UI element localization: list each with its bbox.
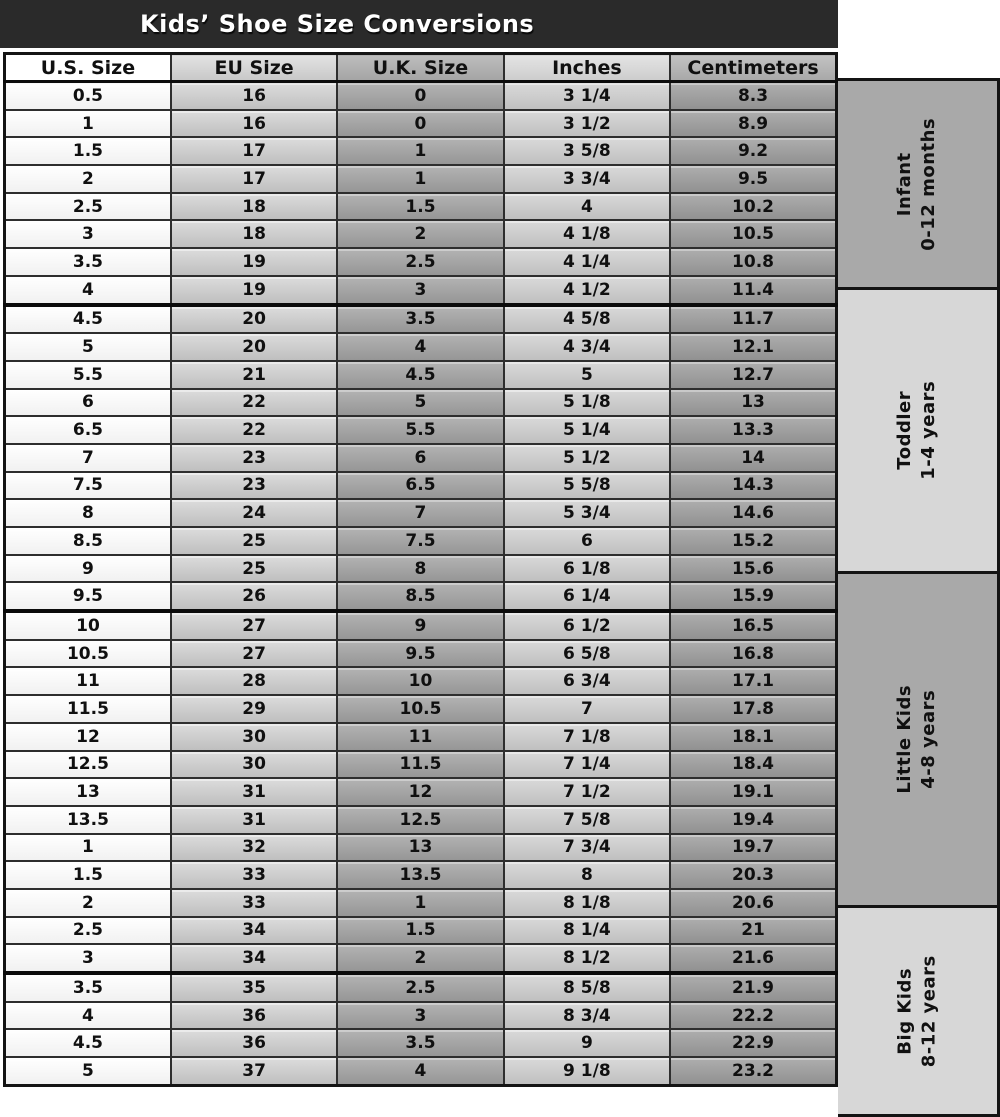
cell: 0.5 [5,82,171,110]
column-header: U.K. Size [337,54,503,82]
table-row [5,611,837,640]
cell: 19.1 [670,778,836,806]
cell: 10 [5,611,171,640]
cell: 20.6 [670,889,836,917]
table-row [5,472,837,500]
cell: 1.5 [5,137,171,165]
cell: 11.4 [670,276,836,305]
cell: 4 1/8 [504,220,670,248]
cell: 27 [171,611,337,640]
cell: 19 [171,248,337,276]
cell: 18 [171,220,337,248]
cell: 1 [5,110,171,138]
cell: 10.8 [670,248,836,276]
cell: 8 1/2 [504,944,670,973]
cell: 21 [670,917,836,945]
cell: 12.5 [5,751,171,779]
cell: 15.9 [670,582,836,611]
cell: 1 [337,137,503,165]
column-header: Centimeters [670,54,836,82]
table-row [5,82,837,110]
cell: 12 [5,723,171,751]
table-row [5,333,837,361]
cell: 30 [171,751,337,779]
cell: 5 [504,361,670,389]
cell: 1 [337,165,503,193]
cell: 9.2 [670,137,836,165]
cell: 32 [171,834,337,862]
cell: 21 [171,361,337,389]
cell: 13.5 [337,861,503,889]
cell: 8.9 [670,110,836,138]
cell: 3 [337,1002,503,1030]
cell: 10 [337,667,503,695]
table-row [5,1057,837,1085]
cell: 18.4 [670,751,836,779]
age-group-infant [838,78,1000,290]
cell: 15.2 [670,527,836,555]
cell: 8 [504,861,670,889]
table-row [5,248,837,276]
sidebar-spacer [838,0,1000,78]
cell: 18 [171,193,337,221]
cell: 27 [171,640,337,668]
age-group-range: 0-12 months [918,117,940,251]
table-row [5,917,837,945]
cell: 6 1/8 [504,555,670,583]
cell: 2 [5,889,171,917]
cell: 15.6 [670,555,836,583]
cell: 8.5 [337,582,503,611]
cell: 6 [5,389,171,417]
cell: 31 [171,778,337,806]
cell: 4.5 [5,305,171,334]
cell: 12 [337,778,503,806]
cell: 6 3/4 [504,667,670,695]
age-group-label [893,381,942,480]
cell: 3 1/4 [504,82,670,110]
table-row [5,889,837,917]
cell: 1 [5,834,171,862]
cell: 0 [337,82,503,110]
table-row [5,165,837,193]
cell: 33 [171,889,337,917]
cell: 6.5 [337,472,503,500]
age-group-name: Infant [894,152,916,216]
table-row [5,861,837,889]
cell: 10.2 [670,193,836,221]
cell: 7 [5,444,171,472]
cell: 16 [171,110,337,138]
table-row [5,137,837,165]
cell: 6 5/8 [504,640,670,668]
cell: 7 1/2 [504,778,670,806]
cell: 24 [171,499,337,527]
cell: 5 1/4 [504,416,670,444]
cell: 4.5 [5,1029,171,1057]
age-group-toddler [838,287,1000,574]
cell: 4 [5,1002,171,1030]
size-conversion-table [3,52,838,1087]
age-group-name: Little Kids [894,685,916,794]
age-group-name: Big Kids [894,967,916,1055]
cell: 17.1 [670,667,836,695]
cell: 4 [337,333,503,361]
cell: 6 1/4 [504,582,670,611]
cell: 23 [171,472,337,500]
cell: 2.5 [337,973,503,1002]
age-group-sidebar [838,0,1000,1067]
column-header: EU Size [171,54,337,82]
cell: 25 [171,555,337,583]
cell: 5 1/8 [504,389,670,417]
table-row [5,667,837,695]
cell: 6 [504,527,670,555]
cell: 8 [337,555,503,583]
cell: 10.5 [5,640,171,668]
cell: 14.6 [670,499,836,527]
cell: 11 [5,667,171,695]
table-row [5,778,837,806]
table-row [5,110,837,138]
cell: 3.5 [337,305,503,334]
table-row [5,527,837,555]
cell: 8.5 [5,527,171,555]
cell: 7 [337,499,503,527]
cell: 9 [337,611,503,640]
cell: 12.5 [337,806,503,834]
cell: 3.5 [5,973,171,1002]
age-group-big-kids [838,905,1000,1117]
cell: 5 5/8 [504,472,670,500]
cell: 9 [5,555,171,583]
cell: 19.7 [670,834,836,862]
cell: 36 [171,1029,337,1057]
cell: 3 [5,220,171,248]
table-row [5,555,837,583]
cell: 2 [337,944,503,973]
cell: 1 [337,889,503,917]
header-row [5,54,837,82]
column-header: U.S. Size [5,54,171,82]
table-row [5,723,837,751]
cell: 5 [5,1057,171,1085]
cell: 5.5 [337,416,503,444]
cell: 13.5 [5,806,171,834]
age-group-name: Toddler [894,391,916,470]
cell: 21.6 [670,944,836,973]
cell: 12.7 [670,361,836,389]
cell: 11 [337,723,503,751]
cell: 34 [171,917,337,945]
table-body [5,82,837,1086]
cell: 9 [504,1029,670,1057]
table-row [5,276,837,305]
cell: 22 [171,416,337,444]
cell: 1.5 [337,917,503,945]
age-group-range: 4-8 years [918,690,940,789]
cell: 33 [171,861,337,889]
cell: 20.3 [670,861,836,889]
cell: 4.5 [337,361,503,389]
cell: 17 [171,137,337,165]
title-bar [0,0,838,48]
table-row [5,834,837,862]
age-group-label [893,685,942,794]
age-group-little-kids [838,571,1000,908]
cell: 2 [337,220,503,248]
cell: 5 [5,333,171,361]
cell: 18.1 [670,723,836,751]
cell: 25 [171,527,337,555]
cell: 4 5/8 [504,305,670,334]
table-row [5,220,837,248]
cell: 20 [171,333,337,361]
cell: 11.5 [5,695,171,723]
cell: 17 [171,165,337,193]
cell: 29 [171,695,337,723]
cell: 6 [337,444,503,472]
table-row [5,640,837,668]
cell: 30 [171,723,337,751]
table-row [5,973,837,1002]
cell: 2.5 [337,248,503,276]
cell: 13 [670,389,836,417]
cell: 10.5 [670,220,836,248]
table-row [5,751,837,779]
cell: 7.5 [5,472,171,500]
table-row [5,389,837,417]
table-row [5,361,837,389]
table-row [5,1029,837,1057]
table-row [5,944,837,973]
cell: 4 1/2 [504,276,670,305]
cell: 4 [504,193,670,221]
table-row [5,695,837,723]
cell: 8 1/8 [504,889,670,917]
cell: 8 3/4 [504,1002,670,1030]
cell: 22.9 [670,1029,836,1057]
cell: 23.2 [670,1057,836,1085]
cell: 5 3/4 [504,499,670,527]
cell: 2 [5,165,171,193]
cell: 36 [171,1002,337,1030]
age-group-label [893,955,942,1067]
cell: 14.3 [670,472,836,500]
cell: 37 [171,1057,337,1085]
cell: 13 [337,834,503,862]
cell: 4 3/4 [504,333,670,361]
table-header [5,54,837,82]
table-row [5,499,837,527]
cell: 4 [337,1057,503,1085]
cell: 8 [5,499,171,527]
table-row [5,444,837,472]
cell: 20 [171,305,337,334]
cell: 7 1/8 [504,723,670,751]
cell: 6 1/2 [504,611,670,640]
cell: 8 1/4 [504,917,670,945]
table-row [5,305,837,334]
cell: 2.5 [5,193,171,221]
table-row [5,806,837,834]
cell: 6.5 [5,416,171,444]
table-row [5,1002,837,1030]
cell: 23 [171,444,337,472]
cell: 28 [171,667,337,695]
cell: 2.5 [5,917,171,945]
cell: 8.3 [670,82,836,110]
cell: 21.9 [670,973,836,1002]
cell: 9.5 [670,165,836,193]
cell: 1.5 [337,193,503,221]
cell: 19 [171,276,337,305]
cell: 1.5 [5,861,171,889]
cell: 12.1 [670,333,836,361]
cell: 34 [171,944,337,973]
cell: 13.3 [670,416,836,444]
cell: 14 [670,444,836,472]
cell: 10.5 [337,695,503,723]
table-row [5,193,837,221]
cell: 13 [5,778,171,806]
cell: 7 1/4 [504,751,670,779]
cell: 5 [337,389,503,417]
cell: 11.7 [670,305,836,334]
cell: 4 [5,276,171,305]
age-group-range: 1-4 years [918,381,940,480]
cell: 0 [337,110,503,138]
cell: 3 1/2 [504,110,670,138]
cell: 22.2 [670,1002,836,1030]
cell: 35 [171,973,337,1002]
cell: 19.4 [670,806,836,834]
page-title: Kids’ Shoe Size Conversions [140,10,535,38]
table-row [5,416,837,444]
cell: 9.5 [5,582,171,611]
cell: 3 3/4 [504,165,670,193]
cell: 4 1/4 [504,248,670,276]
cell: 11.5 [337,751,503,779]
cell: 7 [504,695,670,723]
cell: 8 5/8 [504,973,670,1002]
cell: 3.5 [5,248,171,276]
cell: 3.5 [337,1029,503,1057]
cell: 7.5 [337,527,503,555]
age-group-label [893,118,942,251]
cell: 9 1/8 [504,1057,670,1085]
age-group-range: 8-12 years [918,955,940,1067]
cell: 16.8 [670,640,836,668]
column-header: Inches [504,54,670,82]
cell: 26 [171,582,337,611]
cell: 3 [337,276,503,305]
cell: 3 5/8 [504,137,670,165]
cell: 22 [171,389,337,417]
cell: 9.5 [337,640,503,668]
cell: 5.5 [5,361,171,389]
table-row [5,582,837,611]
cell: 7 3/4 [504,834,670,862]
cell: 5 1/2 [504,444,670,472]
cell: 7 5/8 [504,806,670,834]
cell: 3 [5,944,171,973]
cell: 16.5 [670,611,836,640]
cell: 16 [171,82,337,110]
cell: 31 [171,806,337,834]
cell: 17.8 [670,695,836,723]
